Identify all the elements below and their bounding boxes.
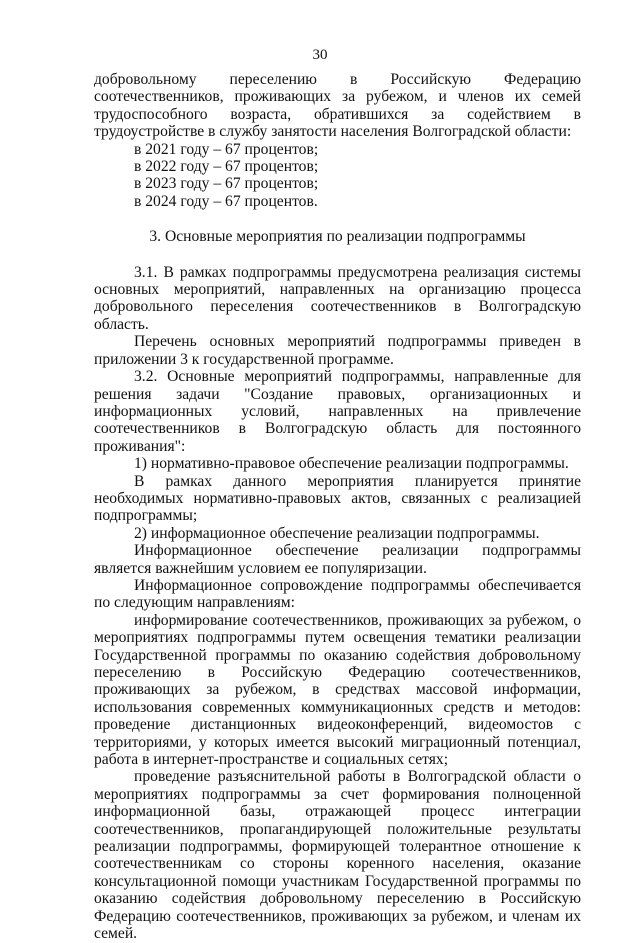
paragraph: Информационное сопровождение подпрограммы обеспечивается по следующим направлениям: (94, 576, 581, 612)
paragraph: проведение разъяснительной работы в Волгоградской области о мероприятиях подпрограммы за счет формирования полноценной информационной базы, отражающей процесс интеграции соотечественников, пропагандирующей положительные результаты реализации подпрограммы, формирующей толерантное отношение к соотечественникам со стороны коренного населения, оказание консультационной помощи участникам Государственной программы по оказанию содействия добровольному переселению в Российскую Федерацию соотечественников, проживающих за рубежом, и членам их семей. (94, 768, 581, 943)
paragraph: 3.2. Основные мероприятий подпрограммы, направленные для решения задачи "Создание правовых, организационных и информационных условий, направленных на привлечение соотечественников в Волгоградскую область для постоянного проживания": (94, 368, 581, 455)
intro-paragraph: добровольному переселению в Российскую Федерацию соотечественников, проживающих за рубежом, и членов их семей трудоспособного возраста, обратившихся за содействием в трудоустройстве в службу занятости населения Волгоградской области: (94, 71, 581, 141)
document-body (94, 71, 581, 943)
list-item: в 2023 году – 67 процентов; (134, 175, 319, 193)
section-heading: 3. Основные мероприятия по реализации подпрограммы (149, 228, 526, 246)
page-number: 30 (312, 47, 328, 63)
list-item: в 2022 году – 67 процентов; (134, 158, 319, 176)
paragraph: 3.1. В рамках подпрограммы предусмотрена реализация системы основных мероприятий, направленных на организацию процесса добровольного переселения соотечественников в Волгоградскую область. (94, 263, 581, 333)
list-item: в 2024 году – 67 процентов. (134, 192, 318, 210)
paragraph: 1) нормативно-правовое обеспечение реализации подпрограммы. (134, 455, 569, 473)
list-item: в 2021 году – 67 процентов; (134, 140, 319, 158)
paragraph: информирование соотечественников, проживающих за рубежом, о мероприятиях подпрограммы путем освещения тематики реализации Государственной программы по оказанию содействия добровольному переселению в Российскую Федерацию соотечественников, проживающих за рубежом, в средствах массовой информации, использования современных коммуникационных средств и методов: проведение дистанционных видеоконференций, видеомостов с территориями, у которых имеется высокий миграционный потенциал, работа в интернет-пространстве и социальных сетях; (94, 611, 581, 769)
paragraph: Перечень основных мероприятий подпрограммы приведен в приложении 3 к государственной программе. (94, 333, 581, 368)
paragraph: Информационное обеспечение реализации подпрограммы является важнейшим условием ее популяризации. (94, 542, 581, 577)
years-list (94, 141, 581, 211)
paragraph: 2) информационное обеспечение реализации подпрограммы. (134, 524, 540, 542)
paragraph: В рамках данного мероприятия планируется принятие необходимых нормативно-правовых актов, связанных с реализацией подпрограммы; (94, 472, 581, 525)
